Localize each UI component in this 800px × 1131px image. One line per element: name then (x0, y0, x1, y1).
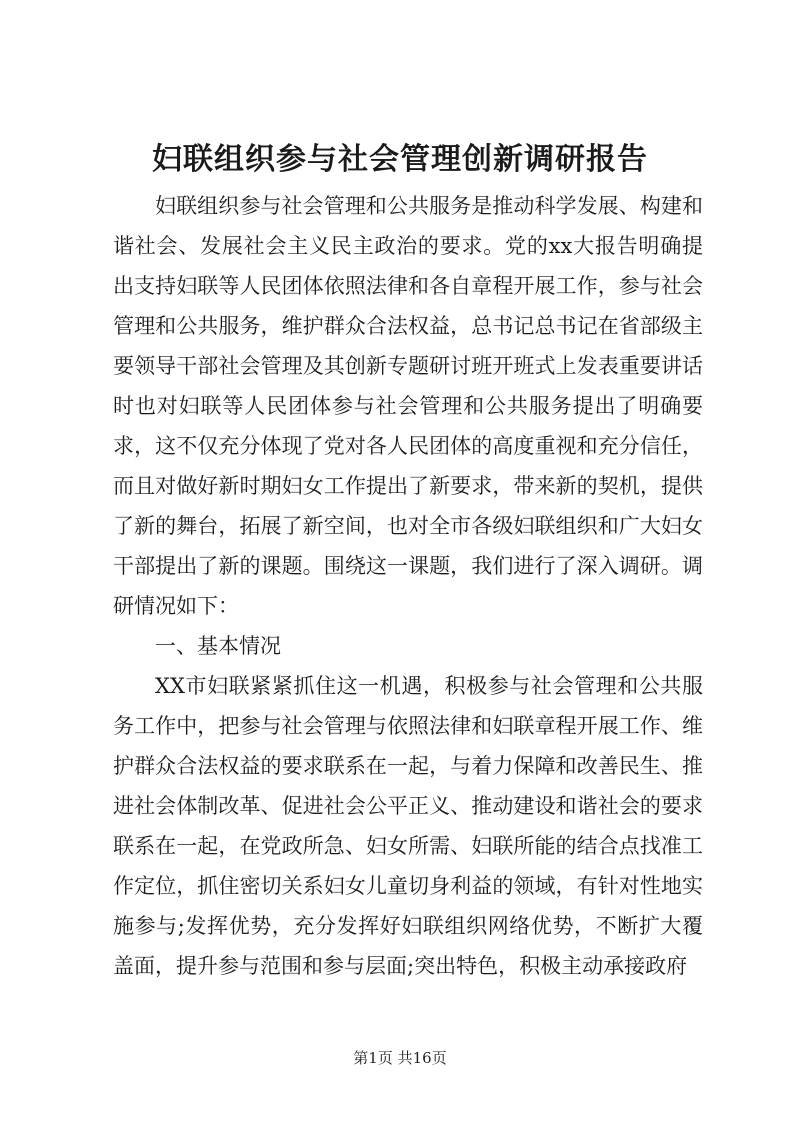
paragraph-intro: 妇联组织参与社会管理和公共服务是推动科学发展、构建和谐社会、发展社会主义民主政治的要求。党的xx大报告明确提出支持妇联等人民团体依照法律和各自章程开展工作，参与社会管理和公共服务，维护群众合法权益，总书记总书记在省部级主要领导干部社会管理及其创新专题研讨班开班式上发表重要讲话时也对妇联等人民团体参与社会管理和公共服务提出了明确要求，这不仅充分体现了党对各人民团体的高度重视和充分信任，而且对做好新时期妇女工作提出了新要求，带来新的契机，提供了新的舞台，拓展了新空间，也对全市各级妇联组织和广大妇女干部提出了新的课题。围绕这一课题，我们进行了深入调研。调研情况如下： (113, 194, 703, 618)
document-body (113, 186, 703, 986)
section-heading: 一、基本情况 (155, 634, 281, 658)
page-number-footer: 第1页 共16页 (353, 1049, 447, 1067)
paragraph-basic-situation: XX市妇联紧紧抓住这一机遇，积极参与社会管理和公共服务工作中，把参与社会管理与依照法律和妇联章程开展工作、维护群众合法权益的要求联系在一起，与着力保障和改善民生、推进社会体制改革、促进社会公平正义、推动建设和谐社会的要求联系在一起，在党政所急、妇女所需、妇联所能的结合点找准工作定位，抓住密切关系妇女儿童切身利益的领域，有针对性地实施参与;发挥优势，充分发挥好妇联组织网络优势，不断扩大覆盖面，提升参与范围和参与层面;突出特色，积极主动承接政府 (113, 674, 703, 978)
document-title: 妇联组织参与社会管理创新调研报告 (152, 142, 648, 177)
